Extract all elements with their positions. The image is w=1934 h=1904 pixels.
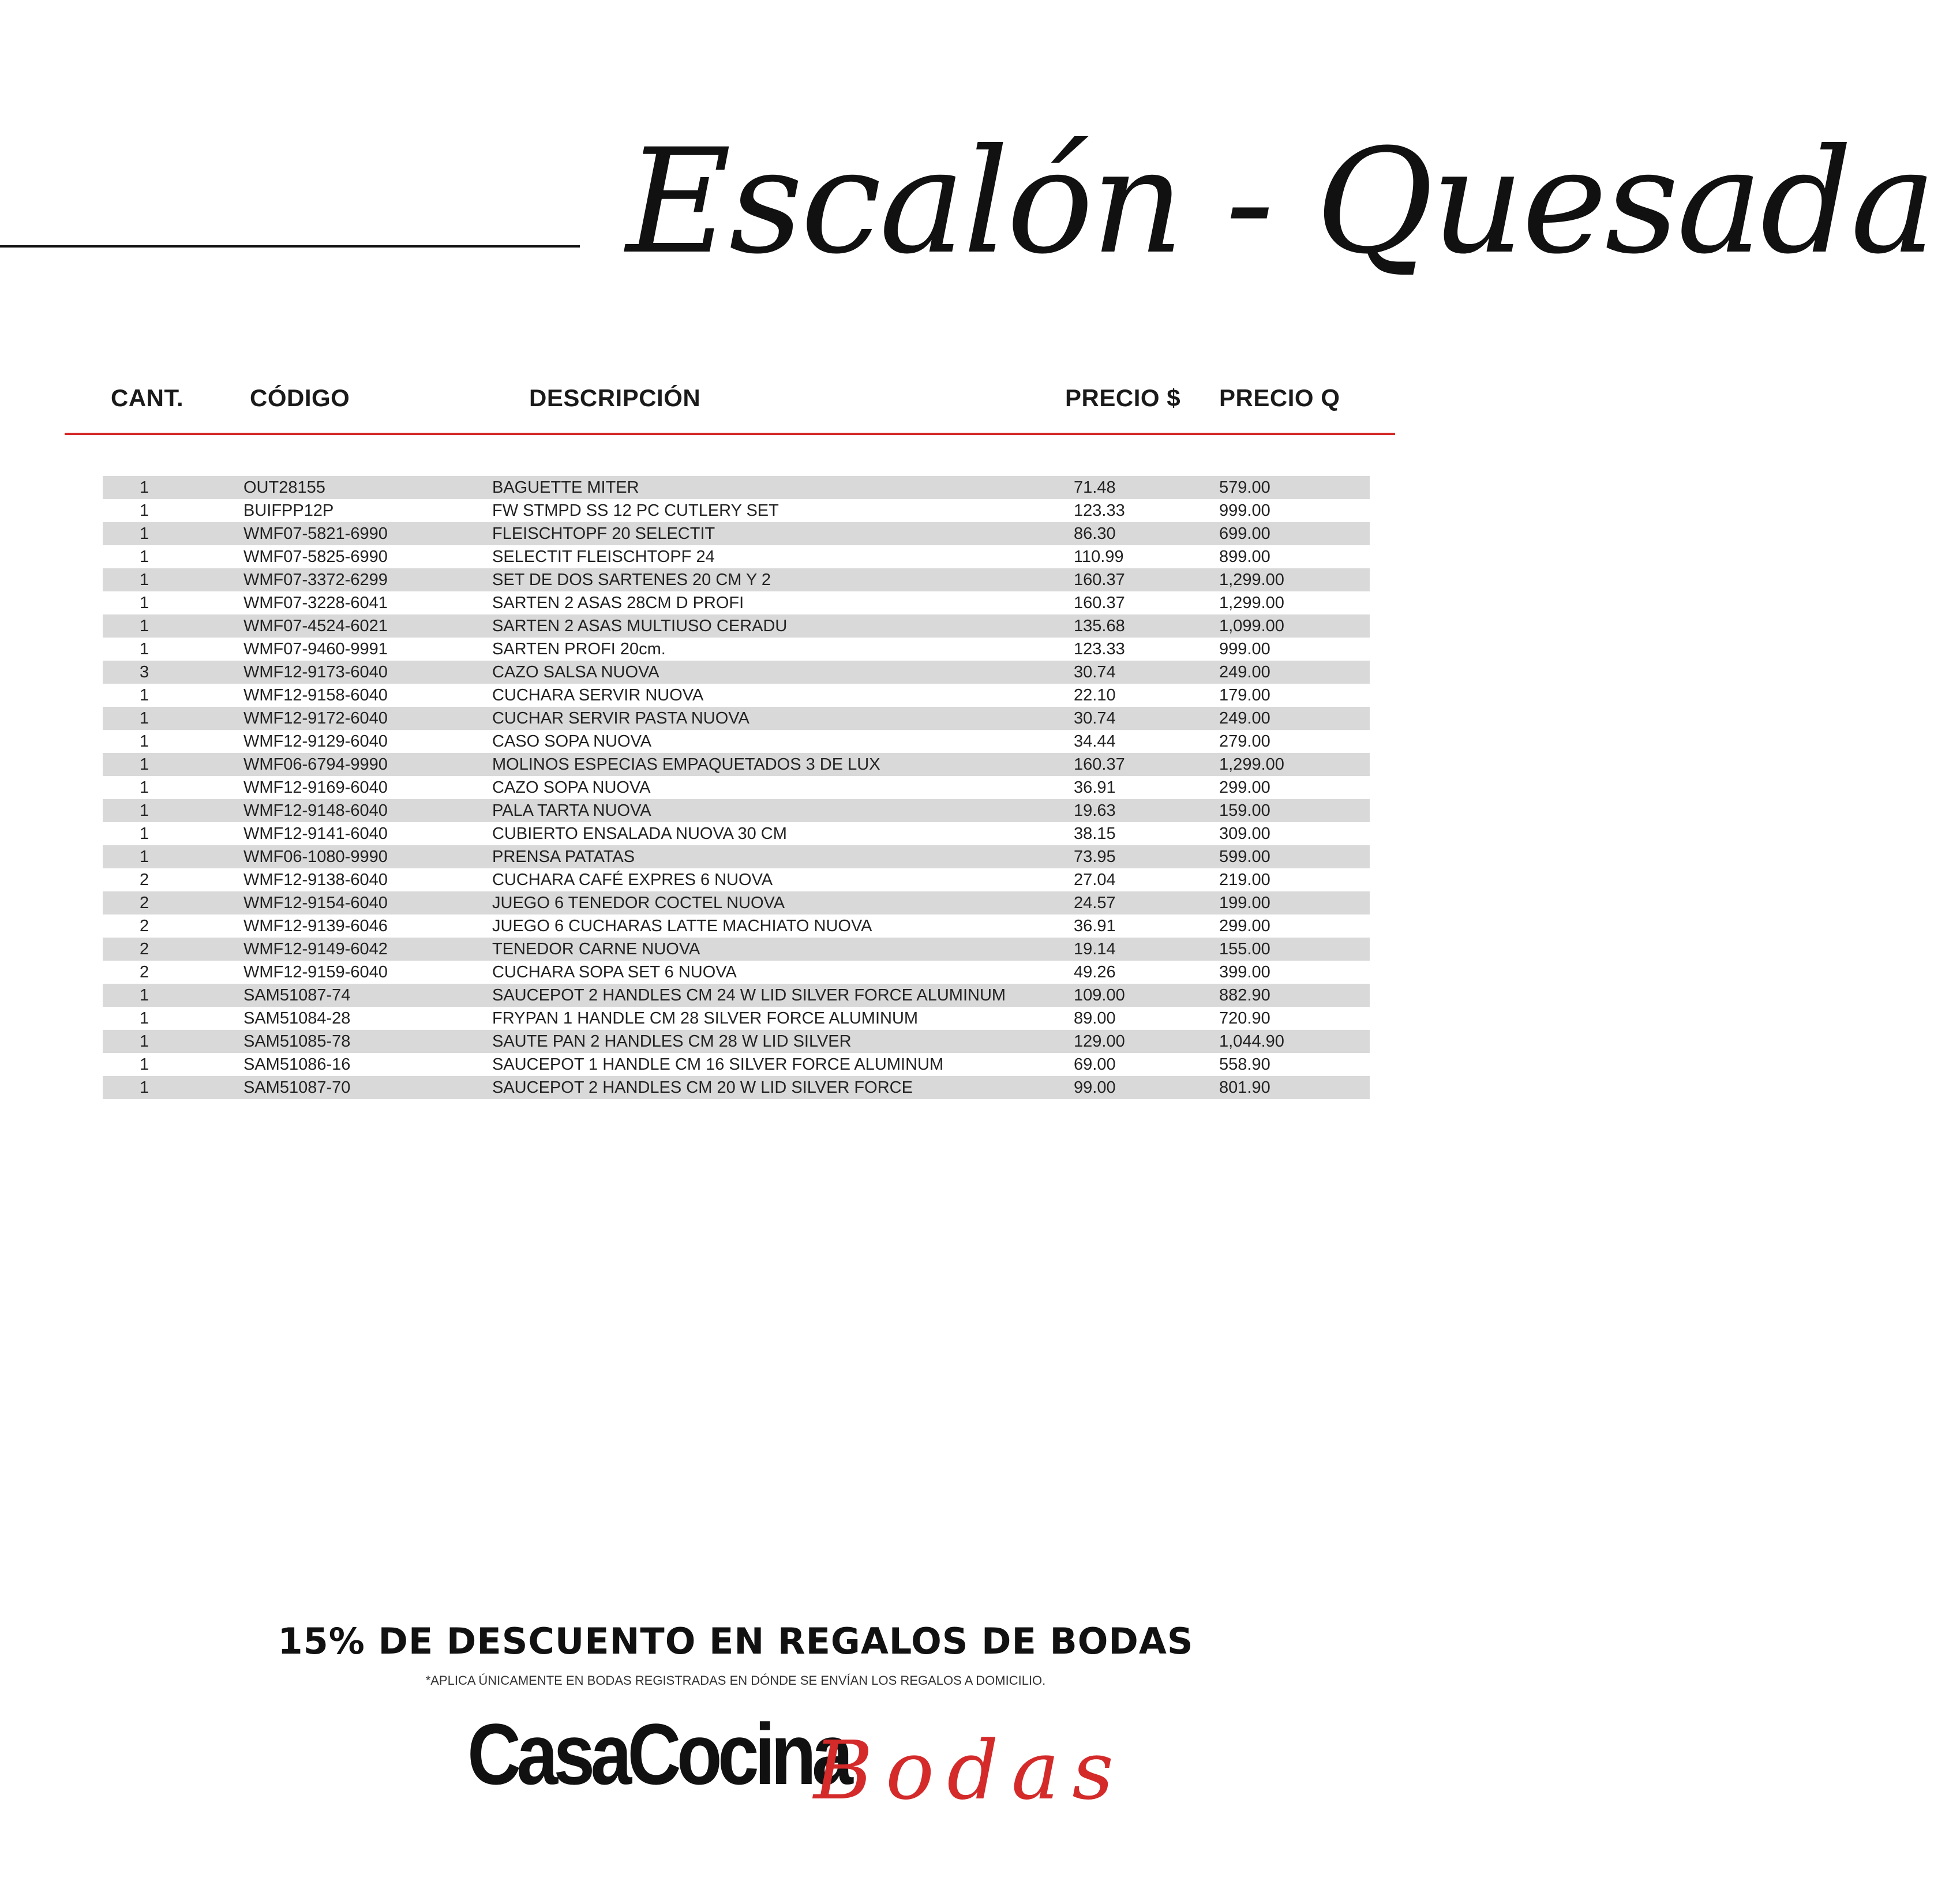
table-row: [103, 1007, 1370, 1030]
title-divider-line: [0, 245, 580, 248]
cell-cant: 1: [140, 640, 149, 658]
cell-precio-q: 179.00: [1219, 686, 1270, 704]
table-row: [103, 730, 1370, 753]
cell-cant: 1: [140, 501, 149, 520]
cell-precio-q: 1,044.90: [1219, 1032, 1284, 1051]
cell-precio-q: 155.00: [1219, 940, 1270, 958]
cell-cant: 1: [140, 732, 149, 751]
cell-precio-q: 1,299.00: [1219, 755, 1284, 774]
cell-codigo: WMF12-9154-6040: [243, 894, 388, 912]
promo-headline: 15% DE DESCUENTO EN REGALOS DE BODAS: [278, 1620, 1194, 1662]
table-row: [103, 799, 1370, 822]
cell-precio-q: 579.00: [1219, 478, 1270, 497]
table-row: [103, 591, 1370, 614]
cell-codigo: OUT28155: [243, 478, 325, 497]
cell-codigo: WMF07-5825-6990: [243, 548, 388, 566]
cell-precio-q: 720.90: [1219, 1009, 1270, 1028]
cell-precio-q: 249.00: [1219, 663, 1270, 681]
cell-cant: 1: [140, 801, 149, 820]
cell-cant: 1: [140, 824, 149, 843]
cell-cant: 1: [140, 478, 149, 497]
cell-precio-q: 599.00: [1219, 848, 1270, 866]
cell-precio-q: 159.00: [1219, 801, 1270, 820]
cell-precio-usd: 36.91: [1074, 778, 1116, 797]
cell-codigo: WMF07-3228-6041: [243, 594, 388, 612]
cell-descripcion: FLEISCHTOPF 20 SELECTIT: [492, 524, 715, 543]
cell-descripcion: JUEGO 6 CUCHARAS LATTE MACHIATO NUOVA: [492, 917, 872, 935]
page-title: Escalón - Quesada: [626, 118, 1934, 286]
cell-descripcion: SARTEN 2 ASAS 28CM D PROFI: [492, 594, 744, 612]
header-descripcion: DESCRIPCIÓN: [529, 384, 701, 411]
cell-precio-usd: 38.15: [1074, 824, 1116, 843]
cell-precio-usd: 123.33: [1074, 501, 1125, 520]
cell-cant: 1: [140, 709, 149, 728]
cell-codigo: WMF07-9460-9991: [243, 640, 388, 658]
table-row: [103, 961, 1370, 984]
table-row: [103, 984, 1370, 1007]
cell-precio-usd: 27.04: [1074, 871, 1116, 889]
cell-precio-q: 309.00: [1219, 824, 1270, 843]
promo-disclaimer: *APLICA ÚNICAMENTE EN BODAS REGISTRADAS EN DÓNDE SE ENVÍAN LOS REGALOS A DOMICILIO.: [425, 1673, 1046, 1688]
cell-descripcion: PALA TARTA NUOVA: [492, 801, 651, 820]
cell-precio-usd: 160.37: [1074, 571, 1125, 589]
cell-descripcion: CUBIERTO ENSALADA NUOVA 30 CM: [492, 824, 787, 843]
cell-precio-usd: 135.68: [1074, 617, 1125, 635]
cell-codigo: WMF12-9172-6040: [243, 709, 388, 728]
table-row: [103, 1030, 1370, 1053]
cell-descripcion: CUCHAR SERVIR PASTA NUOVA: [492, 709, 749, 728]
table-row: [103, 476, 1370, 499]
cell-precio-usd: 19.63: [1074, 801, 1116, 820]
cell-precio-q: 1,299.00: [1219, 571, 1284, 589]
cell-descripcion: SAUCEPOT 1 HANDLE CM 16 SILVER FORCE ALUMINUM: [492, 1055, 944, 1074]
cell-precio-usd: 160.37: [1074, 594, 1125, 612]
logo-script-bodas: Bodas: [814, 1724, 1127, 1818]
table-row: [103, 522, 1370, 545]
cell-cant: 1: [140, 1032, 149, 1051]
cell-codigo: WMF06-6794-9990: [243, 755, 388, 774]
header-codigo: CÓDIGO: [250, 384, 350, 411]
cell-cant: 1: [140, 686, 149, 704]
table-row: [103, 845, 1370, 868]
cell-precio-q: 699.00: [1219, 524, 1270, 543]
table-row: [103, 568, 1370, 591]
cell-precio-usd: 49.26: [1074, 963, 1116, 981]
cell-cant: 1: [140, 571, 149, 589]
cell-precio-q: 299.00: [1219, 917, 1270, 935]
cell-descripcion: CASO SOPA NUOVA: [492, 732, 652, 751]
cell-codigo: WMF12-9129-6040: [243, 732, 388, 751]
cell-codigo: SAM51085-78: [243, 1032, 351, 1051]
cell-precio-usd: 22.10: [1074, 686, 1116, 704]
cell-cant: 1: [140, 986, 149, 1005]
cell-descripcion: FRYPAN 1 HANDLE CM 28 SILVER FORCE ALUMINUM: [492, 1009, 919, 1028]
cell-precio-q: 199.00: [1219, 894, 1270, 912]
cell-precio-usd: 30.74: [1074, 709, 1116, 728]
cell-precio-usd: 109.00: [1074, 986, 1125, 1005]
table-row: [103, 868, 1370, 891]
cell-descripcion: FW STMPD SS 12 PC CUTLERY SET: [492, 501, 779, 520]
cell-precio-q: 882.90: [1219, 986, 1270, 1005]
cell-descripcion: PRENSA PATATAS: [492, 848, 635, 866]
table-row: [103, 822, 1370, 845]
cell-precio-usd: 123.33: [1074, 640, 1125, 658]
cell-codigo: SAM51087-74: [243, 986, 351, 1005]
cell-codigo: WMF12-9148-6040: [243, 801, 388, 820]
cell-precio-usd: 86.30: [1074, 524, 1116, 543]
cell-cant: 1: [140, 1055, 149, 1074]
cell-cant: 2: [140, 940, 149, 958]
cell-precio-usd: 129.00: [1074, 1032, 1125, 1051]
logo-wordmark: CasaCocina: [467, 1706, 849, 1802]
cell-precio-usd: 160.37: [1074, 755, 1125, 774]
table-row: [103, 891, 1370, 914]
table-header: [0, 378, 1471, 418]
table-row: [103, 499, 1370, 522]
cell-descripcion: SAUCEPOT 2 HANDLES CM 20 W LID SILVER FORCE: [492, 1078, 913, 1097]
cell-codigo: SAM51084-28: [243, 1009, 351, 1028]
cell-cant: 2: [140, 894, 149, 912]
cell-precio-usd: 110.99: [1074, 548, 1124, 566]
cell-codigo: WMF12-9138-6040: [243, 871, 388, 889]
header-precio-q: PRECIO Q: [1219, 384, 1340, 411]
table-row: [103, 776, 1370, 799]
cell-descripcion: TENEDOR CARNE NUOVA: [492, 940, 700, 958]
cell-cant: 2: [140, 871, 149, 889]
cell-precio-usd: 30.74: [1074, 663, 1116, 681]
cell-codigo: WMF12-9159-6040: [243, 963, 388, 981]
table-row: [103, 661, 1370, 684]
cell-codigo: WMF12-9149-6042: [243, 940, 388, 958]
cell-cant: 2: [140, 917, 149, 935]
cell-codigo: WMF06-1080-9990: [243, 848, 388, 866]
cell-cant: 1: [140, 548, 149, 566]
table-row: [103, 914, 1370, 938]
table-row: [103, 614, 1370, 638]
cell-codigo: WMF07-4524-6021: [243, 617, 388, 635]
cell-descripcion: MOLINOS ESPECIAS EMPAQUETADOS 3 DE LUX: [492, 755, 880, 774]
cell-descripcion: CUCHARA SERVIR NUOVA: [492, 686, 704, 704]
cell-precio-usd: 71.48: [1074, 478, 1116, 497]
cell-precio-usd: 24.57: [1074, 894, 1116, 912]
cell-precio-q: 999.00: [1219, 640, 1270, 658]
cell-precio-q: 249.00: [1219, 709, 1270, 728]
table-row: [103, 938, 1370, 961]
casacocina-bodas-logo: [462, 1696, 1127, 1846]
cell-descripcion: JUEGO 6 TENEDOR COCTEL NUOVA: [492, 894, 785, 912]
cell-precio-q: 999.00: [1219, 501, 1270, 520]
cell-codigo: WMF07-5821-6990: [243, 524, 388, 543]
cell-codigo: WMF12-9169-6040: [243, 778, 388, 797]
table-row: [103, 545, 1370, 568]
cell-precio-q: 1,099.00: [1219, 617, 1284, 635]
cell-codigo: WMF12-9139-6046: [243, 917, 388, 935]
cell-precio-usd: 19.14: [1074, 940, 1116, 958]
cell-descripcion: CAZO SALSA NUOVA: [492, 663, 659, 681]
cell-cant: 2: [140, 963, 149, 981]
cell-cant: 1: [140, 1009, 149, 1028]
cell-cant: 1: [140, 617, 149, 635]
table-row: [103, 684, 1370, 707]
cell-precio-usd: 89.00: [1074, 1009, 1116, 1028]
cell-cant: 1: [140, 755, 149, 774]
cell-cant: 1: [140, 1078, 149, 1097]
header-cant: CANT.: [111, 384, 184, 411]
cell-descripcion: CAZO SOPA NUOVA: [492, 778, 651, 797]
cell-descripcion: SARTEN PROFI 20cm.: [492, 640, 666, 658]
cell-codigo: BUIFPP12P: [243, 501, 334, 520]
cell-precio-q: 558.90: [1219, 1055, 1270, 1074]
items-table: [103, 476, 1370, 1099]
cell-descripcion: CUCHARA CAFÉ EXPRES 6 NUOVA: [492, 871, 773, 889]
cell-descripcion: SAUTE PAN 2 HANDLES CM 28 W LID SILVER: [492, 1032, 852, 1051]
header-precio-usd: PRECIO $: [1065, 384, 1181, 411]
cell-cant: 1: [140, 594, 149, 612]
header-divider-line: [65, 433, 1395, 435]
cell-precio-usd: 36.91: [1074, 917, 1116, 935]
cell-precio-q: 899.00: [1219, 548, 1270, 566]
cell-codigo: WMF12-9158-6040: [243, 686, 388, 704]
cell-precio-q: 801.90: [1219, 1078, 1270, 1097]
table-row: [103, 753, 1370, 776]
cell-descripcion: SAUCEPOT 2 HANDLES CM 24 W LID SILVER FORCE ALUMINUM: [492, 986, 1006, 1005]
cell-cant: 1: [140, 524, 149, 543]
cell-cant: 3: [140, 663, 149, 681]
cell-codigo: WMF07-3372-6299: [243, 571, 388, 589]
cell-cant: 1: [140, 848, 149, 866]
cell-precio-usd: 99.00: [1074, 1078, 1116, 1097]
cell-codigo: SAM51086-16: [243, 1055, 351, 1074]
cell-codigo: WMF12-9173-6040: [243, 663, 388, 681]
cell-precio-usd: 34.44: [1074, 732, 1116, 751]
table-row: [103, 638, 1370, 661]
cell-precio-usd: 69.00: [1074, 1055, 1116, 1074]
cell-precio-q: 1,299.00: [1219, 594, 1284, 612]
cell-descripcion: SELECTIT FLEISCHTOPF 24: [492, 548, 715, 566]
cell-descripcion: SARTEN 2 ASAS MULTIUSO CERADU: [492, 617, 788, 635]
table-row: [103, 1076, 1370, 1099]
cell-precio-q: 299.00: [1219, 778, 1270, 797]
cell-descripcion: SET DE DOS SARTENES 20 CM Y 2: [492, 571, 771, 589]
cell-codigo: SAM51087-70: [243, 1078, 351, 1097]
table-row: [103, 707, 1370, 730]
cell-cant: 1: [140, 778, 149, 797]
cell-precio-usd: 73.95: [1074, 848, 1116, 866]
cell-precio-q: 219.00: [1219, 871, 1270, 889]
cell-precio-q: 279.00: [1219, 732, 1270, 751]
cell-codigo: WMF12-9141-6040: [243, 824, 388, 843]
cell-descripcion: BAGUETTE MITER: [492, 478, 639, 497]
table-row: [103, 1053, 1370, 1076]
cell-descripcion: CUCHARA SOPA SET 6 NUOVA: [492, 963, 737, 981]
cell-precio-q: 399.00: [1219, 963, 1270, 981]
